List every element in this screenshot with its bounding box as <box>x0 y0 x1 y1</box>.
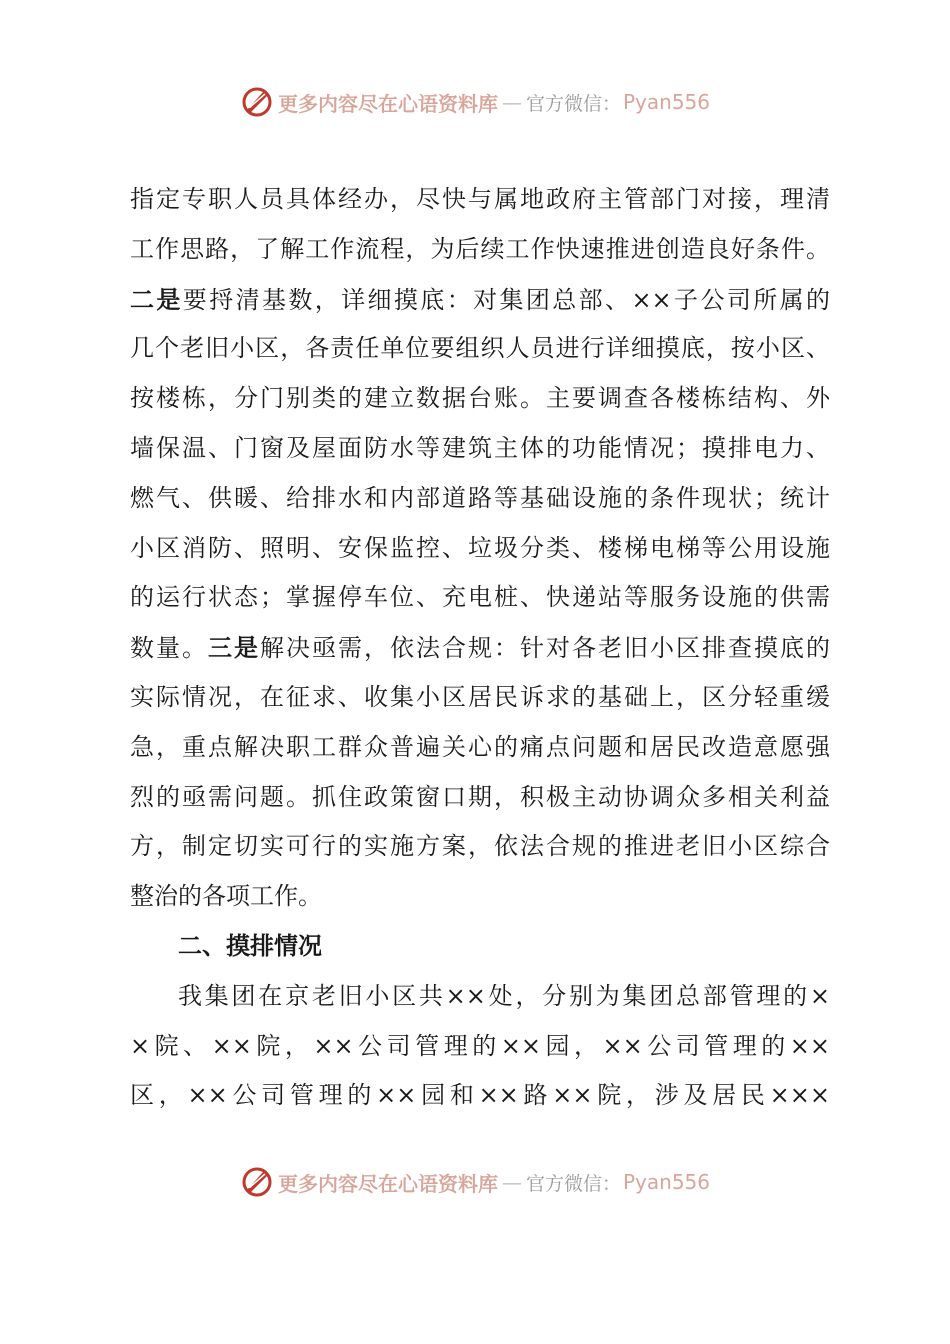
watermark-separator: — <box>501 90 522 114</box>
text-fragment: 要捋清基数，详细摸底：对集团总部、××子公司所属的 <box>182 285 831 314</box>
text-line: 实际情况，在征求、收集小区居民诉求的基础上，区分轻重缓 <box>130 682 830 711</box>
text-line: 几个老旧小区，各责任单位要组织人员进行详细摸底，按小区、 <box>130 334 830 363</box>
lead-bold-second: 二是 <box>130 284 183 314</box>
watermark-separator: — <box>501 1170 522 1194</box>
watermark-main-text: 更多内容尽在心语资料库 <box>277 91 498 116</box>
quill-logo-icon <box>240 1165 274 1199</box>
lead-bold-third: 三是 <box>208 633 260 663</box>
document-body <box>130 175 830 1121</box>
watermark-sub-text: 官方微信： <box>525 1172 621 1195</box>
header-watermark <box>0 82 950 122</box>
footer-watermark <box>0 1162 950 1202</box>
text-line: 方，制定切实可行的实施方案，依法合规的推进老旧小区综合 <box>130 832 830 861</box>
text-line: 燃气、供暖、给排水和内部道路等基础设施的条件现状；统计 <box>130 483 830 512</box>
text-line: 小区消防、照明、安保监控、垃圾分类、楼梯电梯等公用设施 <box>130 533 830 562</box>
text-line: 区，××公司管理的××园和××路××院，涉及居民××× <box>130 1081 830 1110</box>
text-line: 整治的各项工作。 <box>130 882 322 911</box>
text-line: ×院、××院，××公司管理的××园，××公司管理的×× <box>130 1031 830 1060</box>
text-line: 急，重点解决职工群众普遍关心的痛点问题和居民改造意愿强 <box>130 732 830 761</box>
text-fragment: 解决亟需，依法合规：针对各老旧小区排查摸底的 <box>260 634 830 663</box>
watermark-wechat-id: Pyan556 <box>623 1170 711 1194</box>
text-line: 工作思路，了解工作流程，为后续工作快速推进创造良好条件。 <box>130 234 830 263</box>
watermark-main-text: 更多内容尽在心语资料库 <box>277 1171 498 1196</box>
text-line: 烈的亟需问题。抓住政策窗口期，积极主动协调众多相关利益 <box>130 782 830 811</box>
text-line: 墙保温、门窗及屋面防水等建筑主体的功能情况；摸排电力、 <box>130 433 830 462</box>
text-line: 指定专职人员具体经办，尽快与属地政府主管部门对接，理清 <box>130 185 830 213</box>
text-fragment: 数量。 <box>130 634 208 663</box>
text-line <box>130 623 830 673</box>
text-line: 我集团在京老旧小区共××处，分别为集团总部管理的× <box>178 981 830 1010</box>
text-line: 按楼栋，分门别类的建立数据台账。主要调查各楼栋结构、外 <box>130 384 830 413</box>
section-heading: 二、摸排情况 <box>178 931 322 960</box>
quill-logo-icon <box>240 85 274 119</box>
watermark-sub-text: 官方微信： <box>525 92 621 115</box>
text-line: 的运行状态；掌握停车位、充电桩、快递站等服务设施的供需 <box>130 583 830 612</box>
text-line <box>130 275 830 325</box>
watermark-wechat-id: Pyan556 <box>623 90 711 114</box>
